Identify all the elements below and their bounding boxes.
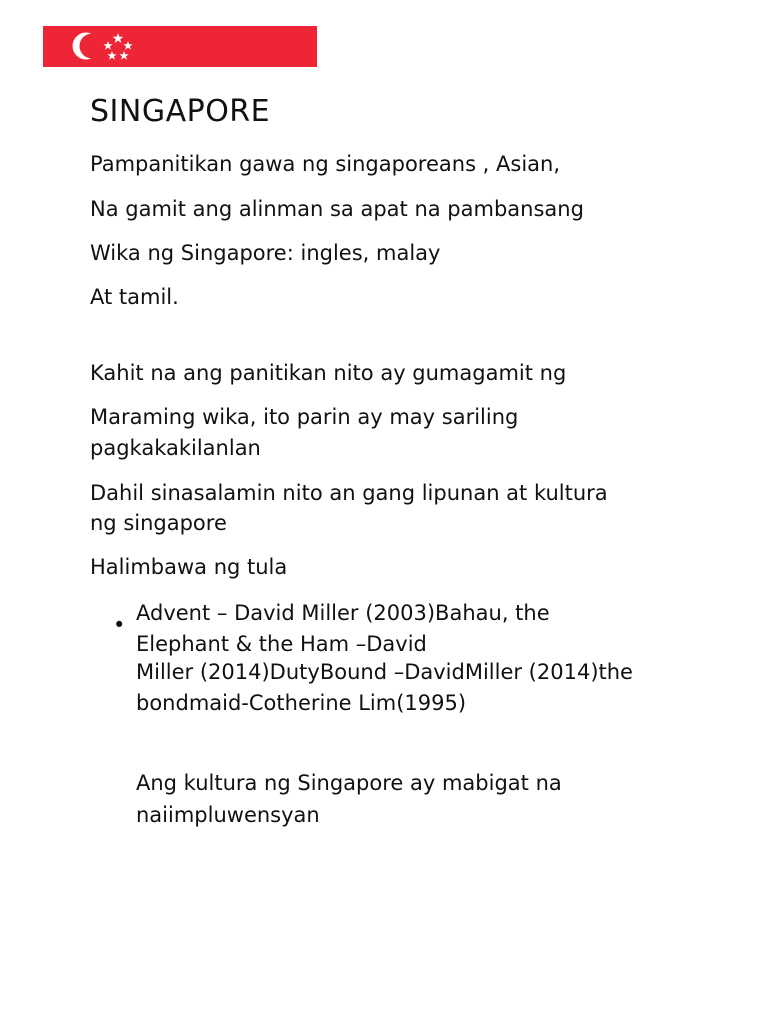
paragraph-line: At tamil. bbox=[90, 285, 179, 309]
paragraph-line: Halimbawa ng tula bbox=[90, 555, 288, 579]
paragraph-line: Na gamit ang alinman sa apat na pambansang bbox=[90, 197, 584, 221]
paragraph-line: Kahit na ang panitikan nito ay gumagamit ng bbox=[90, 361, 567, 385]
paragraph-line: pagkakakilanlan bbox=[90, 436, 261, 460]
closing-line: Ang kultura ng Singapore ay mabigat na bbox=[136, 771, 562, 795]
paragraph-line: Maraming wika, ito parin ay may sariling bbox=[90, 405, 519, 429]
singapore-flag-icon bbox=[43, 26, 317, 67]
page-title: SINGAPORE bbox=[90, 94, 271, 129]
paragraph-line: Wika ng Singapore: ingles, malay bbox=[90, 241, 441, 265]
paragraph-line: Dahil sinasalamin nito an gang lipunan at kultura bbox=[90, 481, 608, 505]
bullet-line: Miller (2014)DutyBound –DavidMiller (2014)the bbox=[136, 660, 633, 684]
bullet-line: Advent – David Miller (2003)Bahau, the bbox=[136, 601, 550, 625]
paragraph-line: ng singapore bbox=[90, 511, 227, 535]
paragraph-line: Pampanitikan gawa ng singaporeans , Asian, bbox=[90, 152, 561, 176]
bullet-marker: • bbox=[113, 613, 126, 637]
bullet-line: bondmaid-Cotherine Lim(1995) bbox=[136, 691, 467, 715]
closing-line: naiimpluwensyan bbox=[136, 803, 320, 827]
bullet-line: Elephant & the Ham –David bbox=[136, 632, 427, 656]
